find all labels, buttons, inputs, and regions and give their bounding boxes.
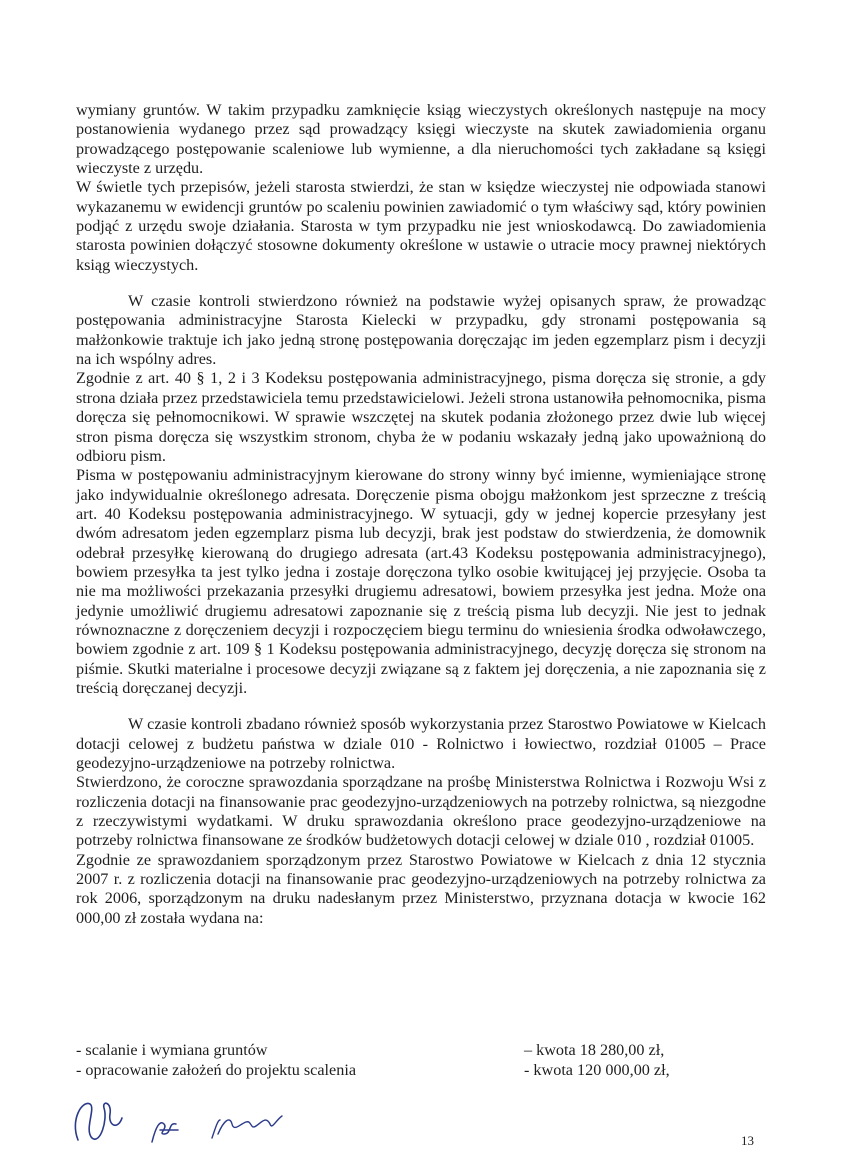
paragraph-subsidy-check: W czasie kontroli zbadano również sposób wykorzystania przez Starostwo Powiatowe w Kielcach dotacji celowej z budżetu państwa w dziale 010 - Rolnictwo i łowiectwo, rozdział 01005 – Prace geodezyjno-urządzeniowe na potrzeby rolnictwa. [76,715,766,772]
signature-3 [212,1116,282,1138]
signature-1 [75,1103,122,1140]
list-item-label: - scalanie i wymiana gruntów [76,1041,268,1059]
body-text [76,101,766,928]
paragraph-letters-named: Pisma w postępowaniu administracyjnym kierowane do strony winny być imienne, wymieniające stronę jako indywidualnie określonego adresata. Doręczenie pisma obojgu małżonkom jest sprzeczne z treścią art. 40 Kodeksu postępowania administracyjnego. W sytuacji, gdy w jednej kopercie przesyłany jest dwóm adresatom jeden egzemplarz pisma lub decyzji, brak jest podstaw do stwierdzenia, że domownik odebrał przesyłkę kierowaną do drugiego adresata (art.43 Kodeksu postępowania administracyjnego), bowiem przesyłka ta jest tylko jedna i zostaje doręczona tylko osobie kwitującej jej przyjęcie. Osoba ta nie ma możliwości przekazania przesyłki drugiemu adresatowi, bowiem przesyłka jest jedna. Może ona jedynie umożliwić drugiemu adresatowi zapoznanie się z treścią pisma lub decyzji. Nie jest to jednak równoznaczne z doręczeniem decyzji i rozpoczęciem biegu terminu do wniesienia środka odwoławczego, bowiem zgodnie z art. 109 § 1 Kodeksu postępowania administracyjnego, decyzję doręcza się stronom na piśmie. Skutki materialne i procesowe decyzji związane są z faktem jej doręczenia, a nie zapoznania się z treścią doręczanej decyzji. [76,466,766,697]
paragraph-reports-mismatch: Stwierdzono, że coroczne sprawozdania sporządzane na prośbę Ministerstwa Rolnictwa i Rozwoju Wsi z rozliczenia dotacji na finansowanie prac geodezyjno-urządzeniowych na potrzeby rolnictwa, są niezgodne z rzeczywistymi wydatkami. W druku sprawozdania określono prace geodezyjno-urządzeniowe na potrzeby rolnictwa finansowane ze środków budżetowych dotacji celowej w dziale 010 , rozdział 01005. [76,773,766,850]
expense-list [76,1041,766,1080]
paragraph-starosta-duty: W świetle tych przepisów, jeżeli starosta stwierdzi, że stan w księdze wieczystej nie odpowiada stanowi wykazanemu w ewidencji gruntów po scaleniu powinien zawiadomić o tym właściwy sąd, który powinien podjąć z urzędu swoje działania. Starosta w tym przypadku nie jest wnioskodawcą. Do zawiadomienia starosta powinien dołączyć stosowne dokumenty określone w ustawie o utracie mocy prawnej niektórych ksiąg wieczystych. [76,178,766,274]
signatures [60,1090,320,1150]
paragraph-land-exchange: wymiany gruntów. W takim przypadku zamknięcie ksiąg wieczystych określonych następuje na mocy postanowienia wydanego przez sąd prowadzący księgi wieczyste na skutek zawiadomienia organu prowadzącego postępowanie scaleniowe lub wymienne, a dla nieruchomości tych zakładane są księgi wieczyste z urzędu. [76,101,766,178]
signature-2 [152,1123,178,1142]
paragraph-report-2006: Zgodnie ze sprawozdaniem sporządzonym przez Starostwo Powiatowe w Kielcach z dnia 12 stycznia 2007 r. z rozliczenia dotacji na finansowanie prac geodezyjno-urządzeniowych na potrzeby rolnictwa za rok 2006, sporządzonym na druku nadesłanym przez Ministerstwo, przyznana dotacja w kwocie 162 000,00 zł została wydana na: [76,850,766,927]
list-item-amount: – kwota 18 280,00 zł, [524,1041,665,1059]
paragraph-art40: Zgodnie z art. 40 § 1, 2 i 3 Kodeksu postępowania administracyjnego, pisma doręcza się stronie, a gdy strona działa przez przedstawiciela temu przedstawicielowi. Jeżeli strona ustanowiła pełnomocnika, pisma doręcza się pełnomocnikowi. W sprawie wszczętej na skutek podania złożonego przez dwie lub więcej stron pisma doręcza się wszystkim stronom, chyba że w podaniu wskazały jedną jako upoważnioną do odbioru pism. [76,369,766,465]
list-item [76,1041,766,1061]
paragraph-spouses-finding: W czasie kontroli stwierdzono również na podstawie wyżej opisanych spraw, że prowadząc postępowania administracyjne Starosta Kielecki w przypadku, gdy stronami postępowania są małżonkowie traktuje ich jako jedną stronę postępowania doręczając im jeden egzemplarz pism i decyzji na ich wspólny adres. [76,292,766,369]
list-item-label: - opracowanie założeń do projektu scalenia [76,1060,357,1079]
page-number: 13 [741,1133,754,1148]
list-item [76,1061,766,1081]
list-item-amount: - kwota 120 000,00 zł, [524,1060,670,1079]
